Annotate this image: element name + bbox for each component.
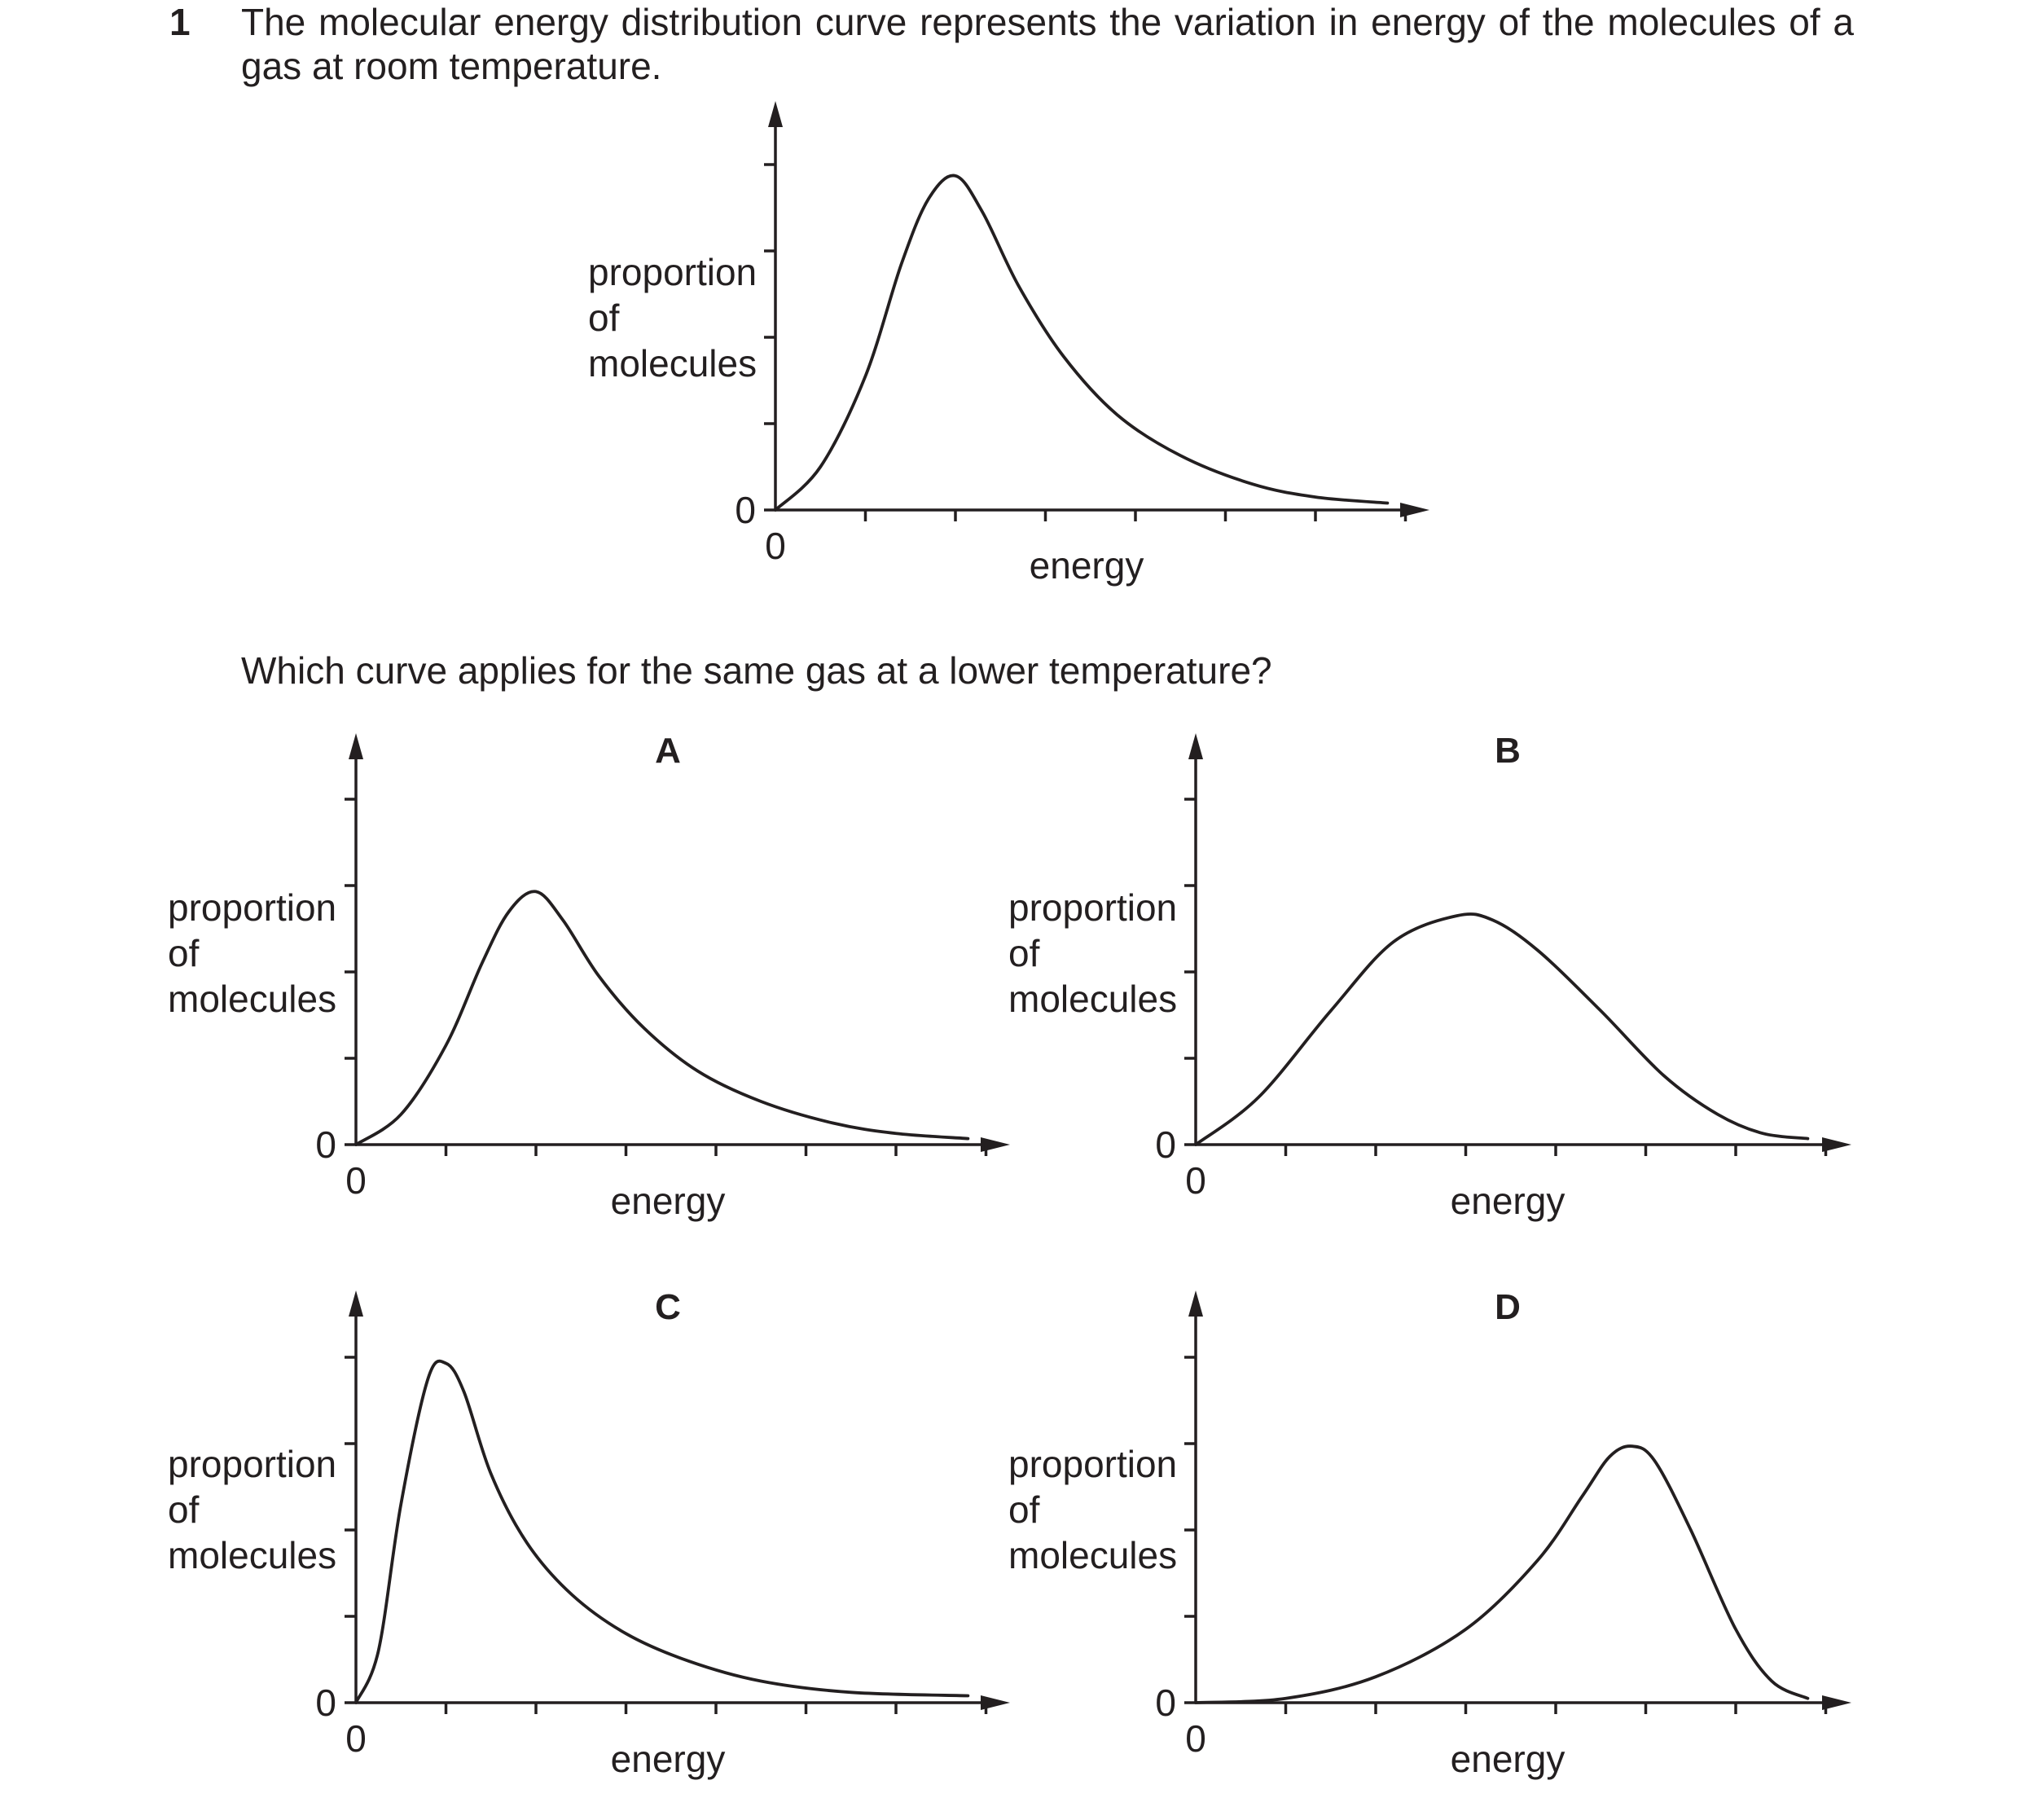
y-axis-arrowhead [1188, 733, 1203, 759]
question-number: 1 [169, 1, 191, 43]
distribution-curve [775, 175, 1387, 510]
question-prompt: Which curve applies for the same gas at a lower temperature? [241, 649, 1272, 692]
y-axis-label-line: of [1008, 932, 1040, 974]
y-axis-label-line: of [1008, 1488, 1040, 1531]
y-axis-arrowhead [768, 101, 783, 127]
y-axis-arrowhead [349, 1290, 363, 1317]
y-axis-label-line: proportion [588, 251, 758, 293]
y-axis-label-line: molecules [168, 1534, 337, 1576]
y-axis-label-line: proportion [1008, 886, 1178, 929]
question-text: The molecular energy distribution curve represents the variation in energy of the molecules of a gas at room temperature. [241, 1, 1854, 87]
distribution-curve [1196, 914, 1807, 1145]
x-axis-label: energy [1029, 544, 1144, 587]
chart-d [1008, 1287, 1851, 1780]
option-label: C [655, 1287, 681, 1327]
x-origin-label: 0 [1185, 1159, 1206, 1202]
option-label: B [1495, 731, 1521, 771]
y-axis-label-line: proportion [168, 886, 337, 929]
y-axis-label-line: of [168, 1488, 200, 1531]
y-axis-label-line: of [588, 297, 620, 339]
chart-main [588, 101, 1429, 587]
x-origin-label: 0 [345, 1159, 367, 1202]
x-axis-label: energy [1450, 1180, 1566, 1222]
y-axis-arrowhead [349, 733, 363, 759]
y-axis-label-line: molecules [588, 342, 758, 385]
y-axis-label-line: molecules [1008, 1534, 1178, 1576]
x-axis-label: energy [1450, 1738, 1566, 1780]
y-axis-label-line: proportion [168, 1443, 337, 1485]
chart-c [168, 1287, 1010, 1780]
x-origin-label: 0 [1185, 1717, 1206, 1760]
y-axis-label-line: proportion [1008, 1443, 1178, 1485]
distribution-curve [1196, 1446, 1807, 1703]
y-axis-label-line: molecules [168, 978, 337, 1020]
y-axis-label-line: of [168, 932, 200, 974]
distribution-curve [356, 891, 968, 1145]
y-axis-arrowhead [1188, 1290, 1203, 1317]
x-axis-label: energy [610, 1738, 726, 1780]
x-origin-label: 0 [345, 1717, 367, 1760]
y-origin-label: 0 [735, 489, 756, 531]
option-label: A [655, 731, 681, 771]
x-axis-label: energy [610, 1180, 726, 1222]
y-origin-label: 0 [1155, 1682, 1176, 1724]
y-origin-label: 0 [315, 1682, 336, 1724]
chart-a [168, 731, 1010, 1222]
x-origin-label: 0 [765, 525, 786, 567]
chart-b [1008, 731, 1851, 1222]
y-origin-label: 0 [1155, 1123, 1176, 1166]
y-axis-label-line: molecules [1008, 978, 1178, 1020]
distribution-curve [356, 1361, 968, 1703]
y-origin-label: 0 [315, 1123, 336, 1166]
option-label: D [1495, 1287, 1521, 1327]
